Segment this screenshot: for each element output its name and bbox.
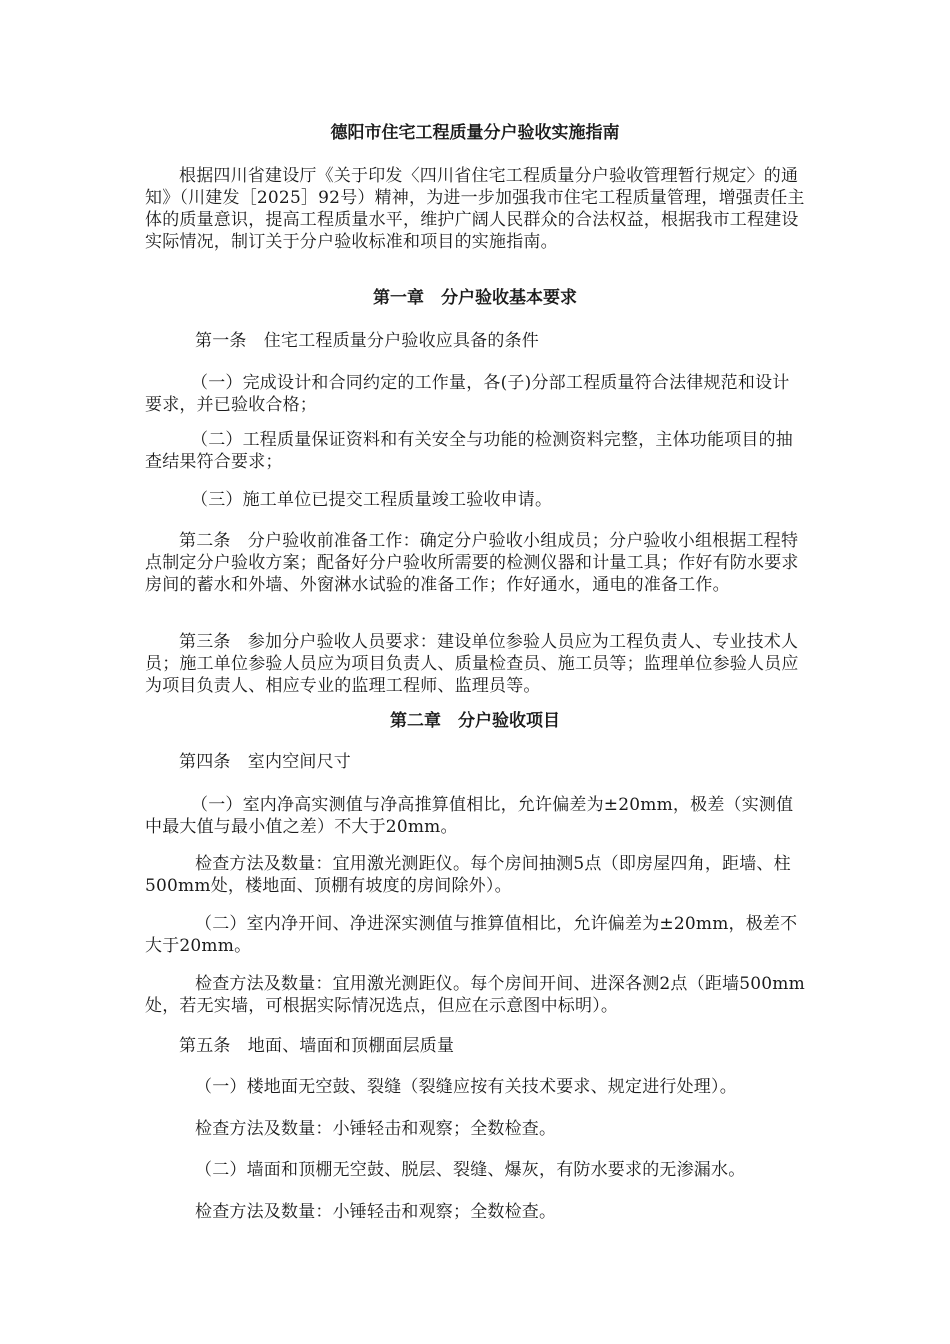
article-4-heading: 第四条 室内空间尺寸 [179,752,351,772]
article-5-method-1: 检查方法及数量：小锤轻击和观察；全数检查。 [195,1119,557,1139]
article-5-method-2: 检查方法及数量：小锤轻击和观察；全数检查。 [195,1202,557,1222]
article-5-heading: 第五条 地面、墙面和顶棚面层质量 [179,1036,455,1056]
article-5-item-1: （一）楼地面无空鼓、裂缝（裂缝应按有关技术要求、规定进行处理）。 [195,1077,737,1097]
article-4-item-1: （一）室内净高实测值与净高推算值相比，允许偏差为±20mm，极差（实测值中最大值与最小值之差）不大于20mm。 [145,795,794,837]
article-4-method-2: 检查方法及数量：宜用激光测距仪。每个房间开间、进深各测2点（距墙500mm处，若无实墙，可根据实际情况选点，但应在示意图中标明）。 [145,974,805,1016]
article-1-heading: 第一条 住宅工程质量分户验收应具备的条件 [195,331,539,351]
article-4-method-1: 检查方法及数量：宜用激光测距仪。每个房间抽测5点（即房屋四角，距墙、柱500mm处，楼地面、顶棚有坡度的房间除外）。 [145,854,791,896]
article-4-item-2: （二）室内净开间、净进深实测值与推算值相比，允许偏差为±20mm，极差不大于20mm。 [145,914,798,956]
intro-paragraph: 根据四川省建设厅《关于印发〈四川省住宅工程质量分户验收管理暂行规定〉的通知》（川建发［2025］92号）精神，为进一步加强我市住宅工程质量管理，增强责任主体的质量意识，提高工程质量水平，维护广阔人民群众的合法权益，根据我市工程建设实际情况，制订关于分户验收标准和项目的实施指南。 [145,166,805,252]
article-3: 第三条 参加分户验收人员要求：建设单位参验人员应为工程负责人、专业技术人员；施工单位参验人员应为项目负责人、质量检查员、施工员等；监理单位参验人员应为项目负责人、相应专业的监理工程师、监理员等。 [145,632,799,696]
document-title: 德阳市住宅工程质量分户验收实施指南 [330,123,620,143]
article-5-item-2: （二）墙面和顶棚无空鼓、脱层、裂缝、爆灰，有防水要求的无渗漏水。 [195,1160,746,1180]
article-1-item-3: （三）施工单位已提交工程质量竣工验收申请。 [191,490,553,510]
chapter-2-heading: 第二章 分户验收项目 [390,711,560,731]
article-1-item-2: （二）工程质量保证资料和有关安全与功能的检测资料完整，主体功能项目的抽查结果符合要求； [145,430,793,472]
article-2: 第二条 分户验收前准备工作：确定分户验收小组成员；分户验收小组根据工程特点制定分户验收方案；配备好分户验收所需要的检测仪器和计量工具；作好有防水要求房间的蓄水和外墙、外窗淋水试验的准备工作；作好通水，通电的准备工作。 [145,531,799,595]
chapter-1-heading: 第一章 分户验收基本要求 [373,288,577,308]
article-1-item-1: （一）完成设计和合同约定的工作量，各(子)分部工程质量符合法律规范和设计要求，并已验收合格； [145,373,790,415]
